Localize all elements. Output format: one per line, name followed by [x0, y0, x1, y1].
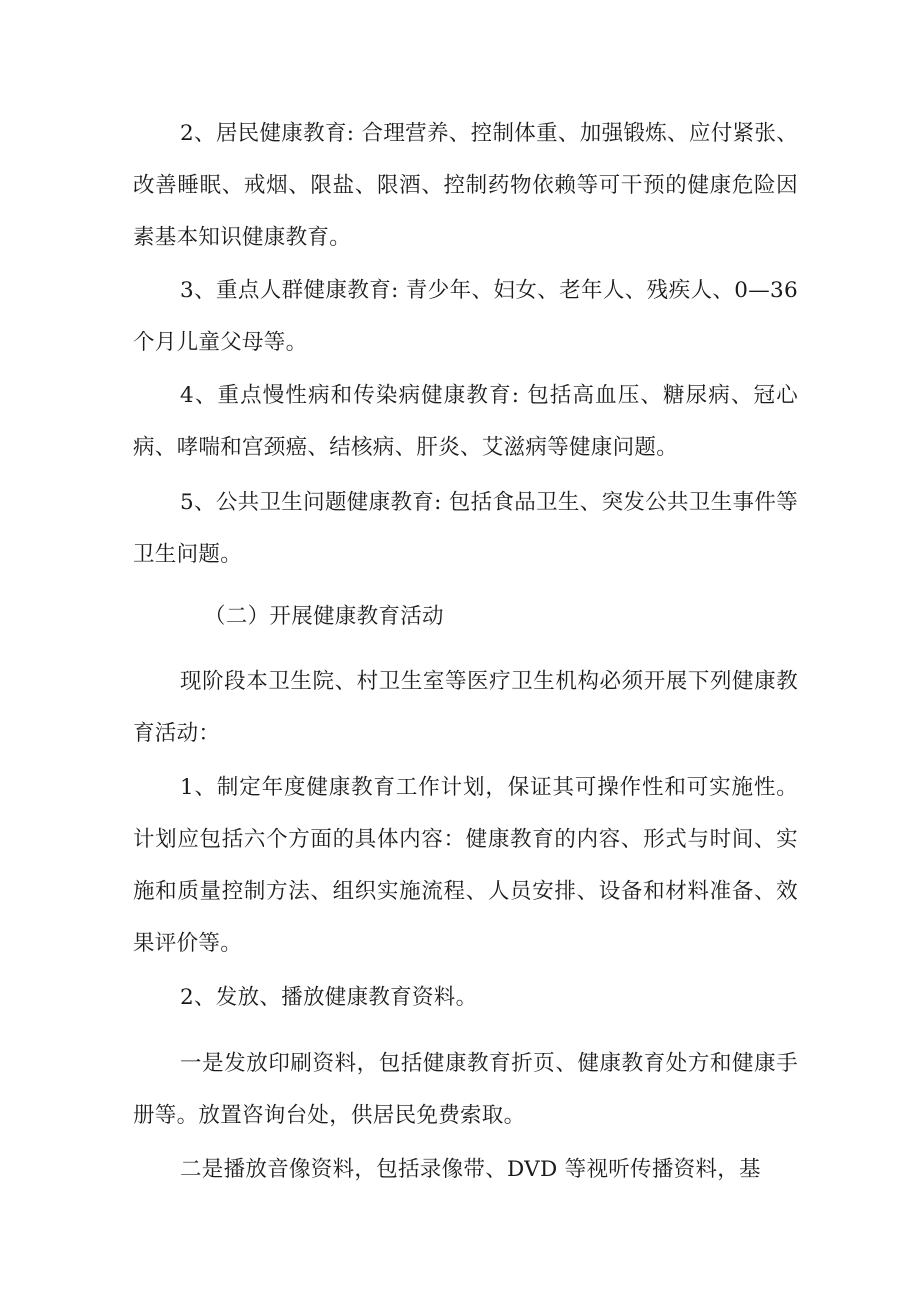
paragraph-resident-health-education: 2、居民健康教育: 合理营养、控制体重、加强锻炼、应付紧张、改善睡眠、戒烟、限盐、限酒、控制药物依赖等可干预的健康危险因素基本知识健康教育。 [133, 121, 798, 250]
paragraph-printed-materials: 一是发放印刷资料，包括健康教育折页、健康教育处方和健康手册等。放置咨询台处，供居民免费索取。 [133, 1051, 798, 1128]
paragraph-annual-plan: 1、制定年度健康教育工作计划，保证其可操作性和可实施性。计划应包括六个方面的具体内容：健康教育的内容、形式与时间、实施和质量控制方法、组织实施流程、人员安排、设备和材料准备、效果评价等。 [133, 775, 798, 956]
paragraph-key-population-education: 3、重点人群健康教育: 青少年、妇女、老年人、残疾人、0—36 个月儿童父母等。 [133, 278, 798, 355]
paragraph-audio-video-materials: 二是播放音像资料，包括录像带、DVD 等视听传播资料，基 [180, 1157, 761, 1182]
section-heading-activities: （二）开展健康教育活动 [204, 604, 444, 629]
paragraph-distribute-materials: 2、发放、播放健康教育资料。 [180, 985, 478, 1010]
paragraph-public-health-education: 5、公共卫生问题健康教育: 包括食品卫生、突发公共卫生事件等卫生问题。 [133, 490, 798, 567]
paragraph-chronic-infectious-disease-education: 4、重点慢性病和传染病健康教育: 包括高血压、糖尿病、冠心病、哮喘和宫颈癌、结核病、肝炎、艾滋病等健康问题。 [133, 383, 798, 460]
paragraph-activities-intro: 现阶段本卫生院、村卫生室等医疗卫生机构必须开展下列健康教育活动： [133, 669, 798, 746]
